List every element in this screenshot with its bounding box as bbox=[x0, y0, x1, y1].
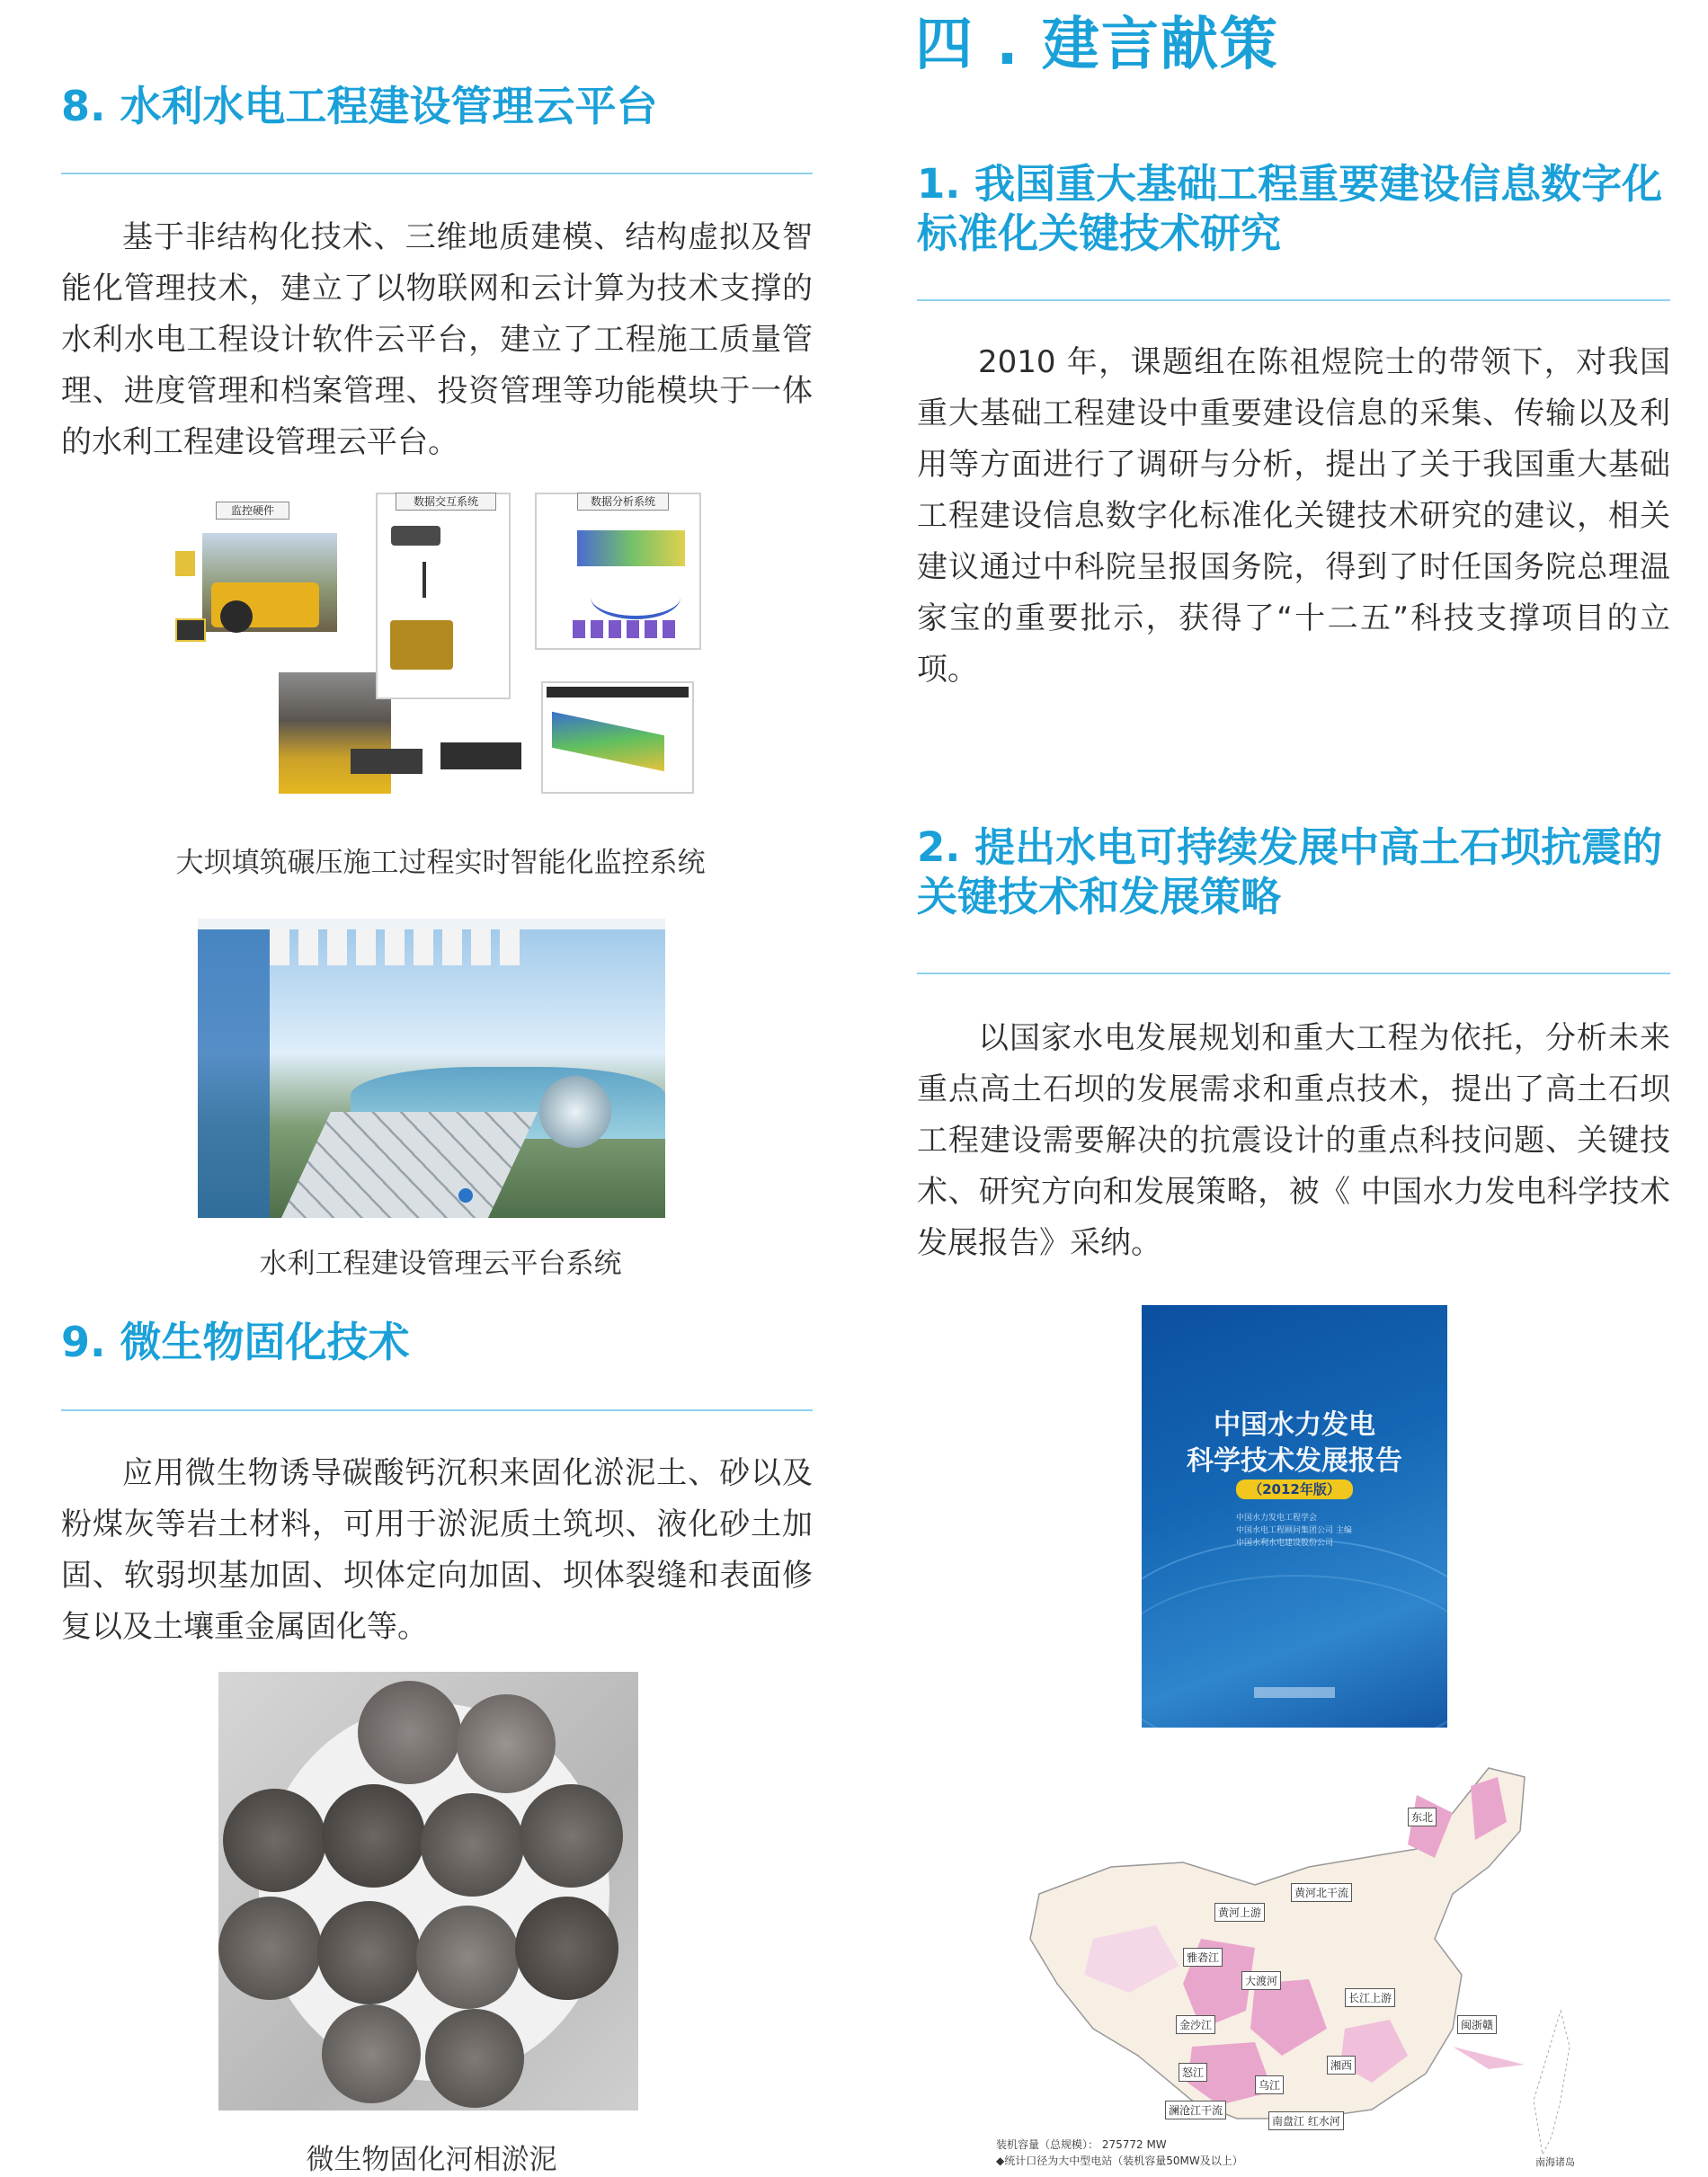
section9-title: 9. 微生物固化技术 bbox=[61, 1318, 410, 1366]
map-label-yellow-river-upper: 黄河上游 bbox=[1214, 1903, 1265, 1922]
item2-body bbox=[917, 1013, 1670, 1269]
publisher-line: 中国水电工程顾问集团公司 主编 bbox=[1236, 1526, 1352, 1535]
map-label-yellow-river-north: 黄河北干流 bbox=[1291, 1883, 1352, 1902]
divider bbox=[917, 299, 1670, 301]
map-label-northeast: 东北 bbox=[1408, 1808, 1437, 1826]
map-legend-note: ◆统计口径为大中型电站（装机容量50MW及以上） bbox=[996, 2155, 1243, 2167]
section8-body bbox=[61, 212, 813, 468]
item1-paragraph: 2010 年，课题组在陈祖煜院士的带领下，对我国重大基础工程建设中重要建设信息的采集、传输以及利用等方面进行了调研与分析，提出了关于我国重大基础工程建设信息数字化标准化关键技术研究的建议，相关建议通过中科院呈报国务院，得到了时任国务院总理温家宝的重要批示，获得了“十二五”科技支撑项目的立项。 bbox=[917, 344, 1670, 688]
item2-paragraph: 以国家水电发展规划和重大工程为依托，分析未来重点高土石坝的发展需求和重点技术，提出了高土石坝工程建设需要解决的抗震设计的重点科技问题、关键技术、研究方向和发展策略，被《 中国水力发电科学技术发展报告》采纳。 bbox=[917, 1020, 1670, 1261]
section8-title: 8. 水利水电工程建设管理云平台 bbox=[61, 82, 658, 130]
divider bbox=[917, 973, 1670, 974]
hydropower-bases-map bbox=[985, 1759, 1607, 2171]
item1-title: 1. 我国重大基础工程重要建设信息数字化标准化关键技术研究 bbox=[917, 160, 1663, 257]
divider bbox=[61, 173, 813, 174]
publisher-logo bbox=[1254, 1687, 1335, 1698]
book-edition-badge: （2012年版） bbox=[1236, 1479, 1353, 1499]
item1-body bbox=[917, 337, 1670, 696]
map-label-nanpan-hongshui: 南盘江 红水河 bbox=[1268, 2111, 1344, 2130]
panel-title-data-exchange: 数据交互系统 bbox=[396, 493, 496, 511]
cloud-platform-figure bbox=[198, 919, 665, 1218]
map-inset-label: 南海诸岛 bbox=[1535, 2156, 1575, 2168]
map-label-wu: 乌江 bbox=[1255, 2075, 1284, 2094]
section9-body bbox=[61, 1448, 813, 1653]
map-label-xiangxi: 湘西 bbox=[1327, 2056, 1356, 2075]
publisher-line: 中国水力发电工程学会 bbox=[1236, 1514, 1318, 1523]
figure3-caption: 微生物固化河相淤泥 bbox=[306, 2144, 557, 2176]
publisher-line: 中国水利水电建设股份公司 bbox=[1236, 1539, 1334, 1548]
map-label-yangtze-upper: 长江上游 bbox=[1345, 1988, 1395, 2007]
book-publishers bbox=[1236, 1512, 1398, 1550]
map-label-yalong: 雅砻江 bbox=[1183, 1948, 1223, 1967]
map-label-lancang: 澜沧江干流 bbox=[1165, 2101, 1226, 2119]
section8-paragraph: 基于非结构化技术、三维地质建模、结构虚拟及智能化管理技术，建立了以物联网和云计算为技术支撑的水利水电工程设计软件云平台，建立了工程施工质量管理、进度管理和档案管理、投资管理等功能模块于一体的水利工程建设管理云平台。 bbox=[61, 219, 813, 460]
book-title-line2: 科学技术发展报告 bbox=[1187, 1445, 1402, 1477]
item2-title: 2. 提出水电可持续发展中高土石坝抗震的关键技术和发展策略 bbox=[917, 823, 1663, 920]
figure1-caption: 大坝填筑碾压施工过程实时智能化监控系统 bbox=[175, 847, 706, 879]
map-label-dadu: 大渡河 bbox=[1241, 1971, 1281, 1990]
panel-title-hardware: 监控硬件 bbox=[216, 502, 289, 520]
figure2-caption: 水利工程建设管理云平台系统 bbox=[259, 1248, 622, 1280]
monitoring-system-figure bbox=[171, 493, 706, 805]
map-label-nu: 怒江 bbox=[1179, 2063, 1207, 2082]
map-label-minzhegan: 闽浙赣 bbox=[1457, 2015, 1497, 2034]
book-title-line1: 中国水力发电 bbox=[1214, 1409, 1375, 1441]
sludge-samples-photo bbox=[218, 1672, 638, 2110]
chapter-title: 四 . 建言献策 bbox=[915, 12, 1279, 78]
divider bbox=[61, 1409, 813, 1411]
panel-title-data-analysis: 数据分析系统 bbox=[577, 493, 669, 511]
section9-paragraph: 应用微生物诱导碳酸钙沉积来固化淤泥土、砂以及粉煤灰等岩土材料，可用于淤泥质土筑坝、液化砂土加固、软弱坝基加固、坝体定向加固、坝体裂缝和表面修复以及土壤重金属固化等。 bbox=[61, 1455, 813, 1645]
map-label-jinsha: 金沙江 bbox=[1176, 2015, 1215, 2034]
map-legend-capacity: 装机容量（总规模）： 275772 MW bbox=[996, 2138, 1167, 2151]
report-book-cover bbox=[1142, 1305, 1447, 1728]
china-map-shape bbox=[985, 1759, 1607, 2171]
